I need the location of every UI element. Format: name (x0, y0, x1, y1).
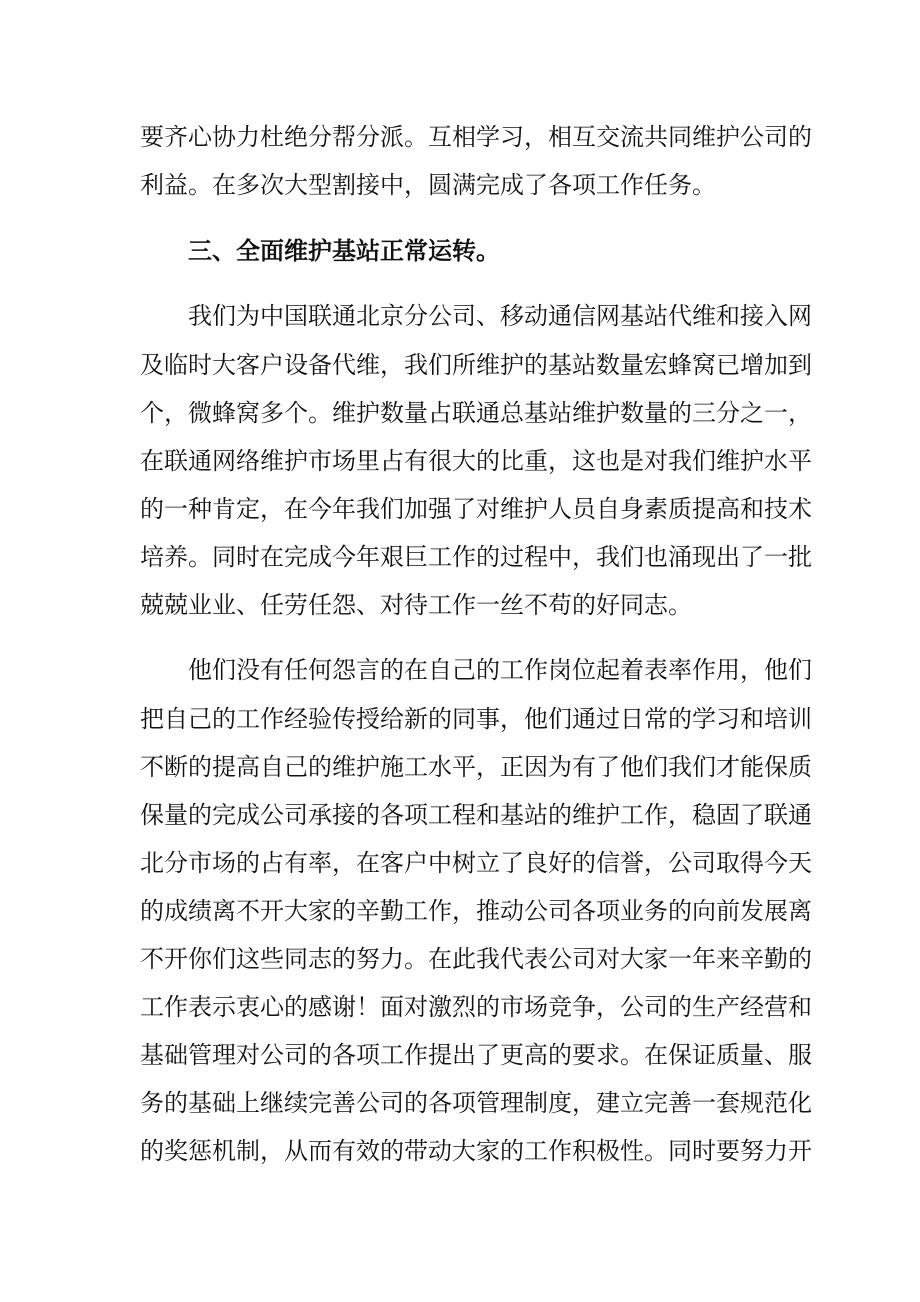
paragraph-2-line-6: 的成绩离不开大家的辛勤工作，推动公司各项业务的向前发展离 (140, 897, 812, 925)
paragraph-2-line-3: 不断的提高自己的维护施工水平，正因为有了他们我们才能保质 (140, 753, 812, 781)
paragraph-2-line-10: 务的基础上继续完善公司的各项管理制度，建立完善一套规范化 (140, 1089, 812, 1117)
paragraph-1-line-1: 我们为中国联通北京分公司、移动通信网基站代维和接入网 (188, 302, 812, 330)
paragraph-2-line-11: 的奖惩机制，从而有效的带动大家的工作积极性。同时要努力开 (140, 1137, 812, 1165)
paragraph-1-line-3: 个，微蜂窝多个。维护数量占联通总基站维护数量的三分之一， (140, 399, 812, 427)
paragraph-2-line-8: 工作表示衷心的感谢！面对激烈的市场竞争，公司的生产经营和 (140, 993, 812, 1021)
paragraph-1-line-2: 及临时大客户设备代维，我们所维护的基站数量宏蜂窝已增加到 (140, 351, 812, 379)
paragraph-2-line-7: 不开你们这些同志的努力。在此我代表公司对大家一年来辛勤的 (140, 945, 812, 973)
intro-line-1: 要齐心协力杜绝分帮分派。互相学习，相互交流共同维护公司的 (140, 123, 812, 151)
paragraph-1-line-4: 在联通网络维护市场里占有很大的比重，这也是对我们维护水平 (140, 447, 812, 475)
paragraph-2-line-5: 北分市场的占有率，在客户中树立了良好的信誉，公司取得今天 (140, 849, 812, 877)
paragraph-2-line-2: 把自己的工作经验传授给新的同事，他们通过日常的学习和培训 (140, 705, 812, 733)
paragraph-1-line-5: 的一种肯定，在今年我们加强了对维护人员自身素质提高和技术 (140, 495, 812, 523)
paragraph-2-line-9: 基础管理对公司的各项工作提出了更高的要求。在保证质量、服 (140, 1041, 812, 1069)
section-heading: 三、全面维护基站正常运转。 (188, 237, 500, 265)
paragraph-1-line-6: 培养。同时在完成今年艰巨工作的过程中，我们也涌现出了一批 (140, 543, 812, 571)
intro-line-2: 利益。在多次大型割接中，圆满完成了各项工作任务。 (140, 171, 716, 199)
paragraph-2-line-1: 他们没有任何怨言的在自己的工作岗位起着表率作用，他们 (188, 656, 812, 684)
paragraph-2-line-4: 保量的完成公司承接的各项工程和基站的维护工作，稳固了联通 (140, 801, 812, 829)
paragraph-1-line-7: 兢兢业业、任劳任怨、对待工作一丝不苟的好同志。 (140, 591, 692, 619)
